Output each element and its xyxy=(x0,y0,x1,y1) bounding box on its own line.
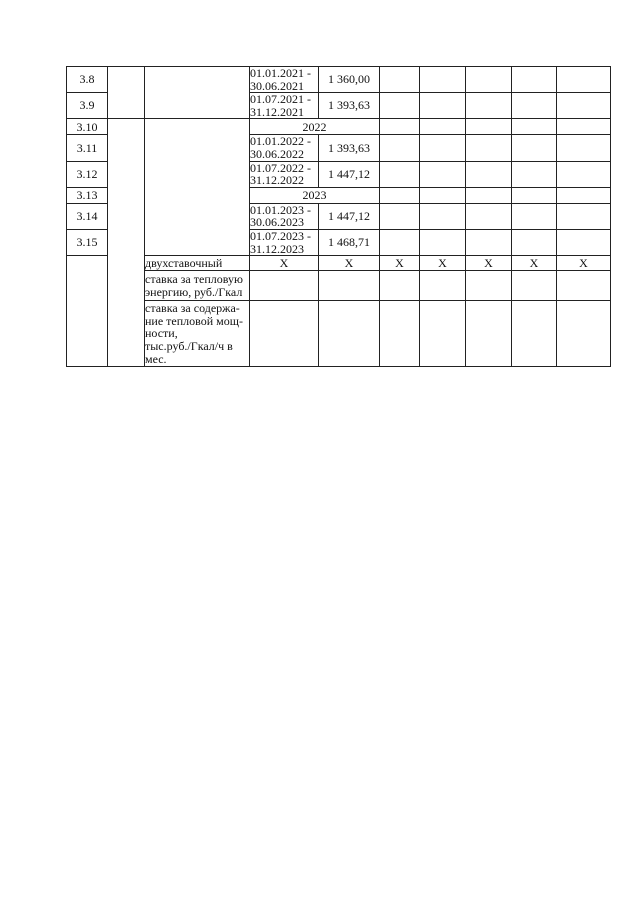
period-start: 01.01.2022 - xyxy=(250,134,311,149)
empty-cell xyxy=(319,271,380,301)
row-number: 3.10 xyxy=(67,119,108,135)
period-end: 31.12.2022 xyxy=(250,173,304,188)
empty-cell xyxy=(319,301,380,367)
year-heading: 2022 xyxy=(250,119,380,135)
empty-cell xyxy=(512,229,557,255)
empty-cell xyxy=(466,301,512,367)
row-number: 3.12 xyxy=(67,161,108,187)
empty-cell xyxy=(250,301,319,367)
row-number: 3.15 xyxy=(67,229,108,255)
empty-cell xyxy=(466,271,512,301)
period-start: 01.01.2021 - xyxy=(250,66,311,80)
empty-cell xyxy=(466,187,512,203)
period-start: 01.07.2021 - xyxy=(250,92,311,107)
energy-rate-row xyxy=(67,271,611,301)
empty-cell xyxy=(420,187,466,203)
empty-cell xyxy=(380,161,420,187)
empty-cell xyxy=(380,203,420,229)
period-end: 31.12.2021 xyxy=(250,104,304,119)
row-number: 3.11 xyxy=(67,135,108,161)
empty-cell xyxy=(512,67,557,93)
tariff-value: 1 447,12 xyxy=(319,203,380,229)
tariff-value: 1 468,71 xyxy=(319,229,380,255)
empty-cell xyxy=(145,119,250,256)
period-start: 01.01.2023 - xyxy=(250,202,311,217)
empty-cell xyxy=(420,93,466,119)
empty-cell xyxy=(420,301,466,367)
empty-cell xyxy=(512,93,557,119)
capacity-rate-label xyxy=(145,301,250,367)
empty-cell xyxy=(466,93,512,119)
empty-cell xyxy=(250,271,319,301)
period-cell xyxy=(250,203,319,229)
tariff-table xyxy=(66,66,611,367)
empty-cell xyxy=(420,271,466,301)
tariff-value: 1 447,12 xyxy=(319,161,380,187)
empty-cell xyxy=(512,187,557,203)
empty-cell xyxy=(420,119,466,135)
capacity-label-line: ние тепловой мощ- xyxy=(145,313,243,328)
empty-cell xyxy=(466,161,512,187)
empty-cell xyxy=(380,135,420,161)
empty-cell xyxy=(466,229,512,255)
empty-cell xyxy=(420,135,466,161)
empty-cell xyxy=(466,67,512,93)
empty-cell xyxy=(420,67,466,93)
period-cell xyxy=(250,135,319,161)
period-cell xyxy=(250,161,319,187)
capacity-label-line: мес. xyxy=(145,351,167,366)
empty-cell xyxy=(512,161,557,187)
x-mark: X xyxy=(420,256,466,271)
empty-cell xyxy=(108,67,145,119)
empty-cell xyxy=(380,229,420,255)
row-number: 3.8 xyxy=(67,67,108,93)
period-end: 30.06.2022 xyxy=(250,146,304,161)
empty-cell xyxy=(557,271,611,301)
empty-cell xyxy=(380,187,420,203)
empty-cell xyxy=(557,93,611,119)
empty-cell xyxy=(420,229,466,255)
period-start: 01.07.2022 - xyxy=(250,160,311,175)
period-end: 30.06.2021 xyxy=(250,78,304,93)
energy-rate-label: ставка за тепловую энергию, руб./Гкал xyxy=(145,271,250,301)
empty-cell xyxy=(512,271,557,301)
row-number: 3.13 xyxy=(67,187,108,203)
empty-cell xyxy=(420,161,466,187)
empty-cell xyxy=(557,203,611,229)
empty-cell xyxy=(466,119,512,135)
empty-cell xyxy=(557,135,611,161)
x-mark: X xyxy=(319,256,380,271)
empty-cell xyxy=(380,119,420,135)
empty-cell xyxy=(67,256,108,367)
x-mark: X xyxy=(512,256,557,271)
period-end: 30.06.2023 xyxy=(250,215,304,230)
empty-cell xyxy=(557,301,611,367)
tariff-value: 1 360,00 xyxy=(319,67,380,93)
empty-cell xyxy=(145,67,250,119)
capacity-label-line: ставка за содержа- xyxy=(145,301,240,316)
empty-cell xyxy=(512,203,557,229)
empty-cell xyxy=(466,135,512,161)
period-cell xyxy=(250,229,319,255)
row-number: 3.9 xyxy=(67,93,108,119)
capacity-rate-row xyxy=(67,301,611,367)
table-row xyxy=(67,67,611,93)
period-end: 31.12.2023 xyxy=(250,241,304,256)
two-part-label: двухставочный xyxy=(145,256,250,271)
x-mark: X xyxy=(380,256,420,271)
table-row xyxy=(67,119,611,135)
capacity-label-line: тыс.руб./Гкал/ч в xyxy=(145,338,233,353)
empty-cell xyxy=(512,119,557,135)
period-start: 01.07.2023 - xyxy=(250,228,311,243)
empty-cell xyxy=(557,161,611,187)
capacity-label-line: ности, xyxy=(145,326,178,341)
period-cell xyxy=(250,93,319,119)
year-heading: 2023 xyxy=(250,187,380,203)
period-cell xyxy=(250,67,319,93)
x-mark: X xyxy=(557,256,611,271)
empty-cell xyxy=(512,301,557,367)
row-number: 3.14 xyxy=(67,203,108,229)
empty-cell xyxy=(557,229,611,255)
empty-cell xyxy=(380,67,420,93)
x-mark: X xyxy=(466,256,512,271)
empty-cell xyxy=(512,135,557,161)
empty-cell xyxy=(380,93,420,119)
x-mark: X xyxy=(250,256,319,271)
empty-cell xyxy=(466,203,512,229)
empty-cell xyxy=(380,271,420,301)
empty-cell xyxy=(557,119,611,135)
tariff-value: 1 393,63 xyxy=(319,93,380,119)
empty-cell xyxy=(557,187,611,203)
tariff-value: 1 393,63 xyxy=(319,135,380,161)
empty-cell xyxy=(420,203,466,229)
empty-cell xyxy=(108,119,145,367)
empty-cell xyxy=(380,301,420,367)
empty-cell xyxy=(557,67,611,93)
two-part-row xyxy=(67,256,611,271)
